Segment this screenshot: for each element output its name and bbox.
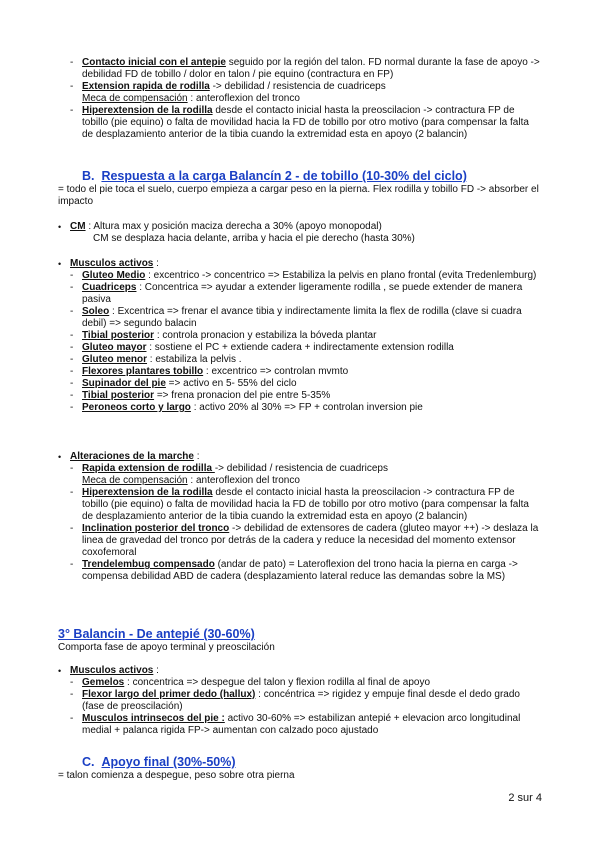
list-item: - Contacto inicial con el antepie seguido por la región del talon. FD normal durante la fase de apoyo -> debilidad FD de tobillo / dolor en talon / pie equino (contractura en FP) [0,57,600,81]
list-item: - Extension rapida de rodilla -> debilidad / resistencia de cuadriceps Meca de compensación : anteroflexion del tronco [0,81,600,105]
list-item: - Tibial posterior : controla pronacion y estabiliza la bóveda plantar [0,330,600,342]
list-item: - Peroneos corto y largo : activo 20% al 30% => FP + controlan inversion pie [0,402,600,414]
alteraciones-list [0,463,600,583]
list-item: - Tibial posterior => frena pronacion del pie entre 5-35% [0,390,600,402]
page-number: 2 sur 4 [508,792,542,804]
musculos-block-2 [0,665,600,737]
block-a [0,57,600,141]
alteraciones-heading: • Alteraciones de la marche : [0,451,600,463]
musculos-heading: • Musculos activos : [0,665,600,677]
section-b-description: = todo el pie toca el suelo, cuerpo empieza a cargar peso en la pierna. Flex rodilla y tobillo FD -> absorber el impacto [58,184,539,207]
list-item: - Soleo : Excentrica => frenar el avance tibia y indirectamente limita la flex de rodilla (clave si cuadra debil) => segundo balacin [0,306,600,330]
list-item: - Flexor largo del primer dedo (hallux) : concéntrica => rigidez y empuje final desde el dedo grado (fase de preoscilación) [0,689,600,713]
list-item: - Inclination posterior del tronco -> debilidad de extensores de cadera (gluteo mayor ++) -> deslaza la linea de gravedad del tronco por detrás de la cadera y reduce la necesidad del momento extensor coxofemoral [0,523,600,559]
list-item: - Hiperextension de la rodilla desde el contacto inicial hasta la preoscilacion -> contractura FP de tobillo (pie equino) o falta de movilidad hacia la FD de tobillo por otro motivo (para compensar la falta de desplazamiento anterior de la tibia cuando la extremidad esta en apoyo (2 balancin) [0,105,600,141]
section-b [0,169,600,208]
section-3-description: Comporta fase de apoyo terminal y preoscilación [58,642,275,653]
list-item: - Musculos intrinsecos del pie : activo 30-60% => estabilizan antepié + elevacion arco longitudinal medial + palanca rigida FP-> aumentan con calzado poco ajustado [0,713,600,737]
meca-label: Meca de compensación [82,93,188,104]
list-item: - Trendelembug compensado (andar de pato) = Lateroflexion del trono hacia la pierna en carga -> compensa debilidad ABD de cadera (desplazamiento lateral reduce las demandas sobre la MS) [0,559,600,583]
section-c-heading: C. Apoyo final (30%-50%) [82,755,236,769]
block-a-list [0,57,600,141]
list-item: - Gluteo Medio : excentrico -> concentrico => Estabiliza la pelvis en plano frontal (evita Tredenlemburg) [0,270,600,282]
cm-bullet: • CM : Altura max y posición maciza derecha a 30% (apoyo monopodal) [0,221,600,233]
list-item: - Hiperextension de la rodilla desde el contacto inicial hasta la preoscilacion -> contractura FP de tobillo (pie equino) o falta de movilidad hacia la FD de tobillo por otro motivo (para compensar la falta de desplazamiento anterior de la tibia cuando la extremidad esta en apoyo (2 balancin) [0,487,600,523]
list-item: - Gluteo mayor : sostiene el PC + extiende cadera + indirectamente extension rodilla [0,342,600,354]
section-3-heading: 3° Balancin - De antepié (30-60%) [58,627,255,641]
musculos-heading: • Musculos activos : [0,258,600,270]
alteraciones-block [0,451,600,583]
musculos-list-2 [0,677,600,737]
cm-line2: CM se desplaza hacia delante, arriba y hacia el pie derecho (hasta 30%) [93,233,415,244]
section-b-heading: B. Respuesta a la carga Balancín 2 - de tobillo (10-30% del ciclo) [82,169,467,183]
list-item: - Rapida extension de rodilla -> debilidad / resistencia de cuadriceps Meca de compensación : anteroflexion del tronco [0,463,600,487]
cm-block [0,221,600,245]
section-c [0,755,600,782]
musculos-list-1 [0,270,600,414]
musculos-block-1 [0,258,600,414]
list-item: - Supinador del pie => activo en 5- 55% del ciclo [0,378,600,390]
list-item: - Gemelos : concentrica => despegue del talon y flexion rodilla al final de apoyo [0,677,600,689]
section-3 [0,627,600,654]
section-c-description: = talon comienza a despegue, peso sobre otra pierna [58,770,295,781]
list-item: - Cuadriceps : Concentrica => ayudar a extender ligeramente rodilla , se puede extender de manera pasiva [0,282,600,306]
list-item: - Flexores plantares tobillo : excentrico => controlan mvmto [0,366,600,378]
list-item: - Gluteo menor : estabiliza la pelvis . [0,354,600,366]
